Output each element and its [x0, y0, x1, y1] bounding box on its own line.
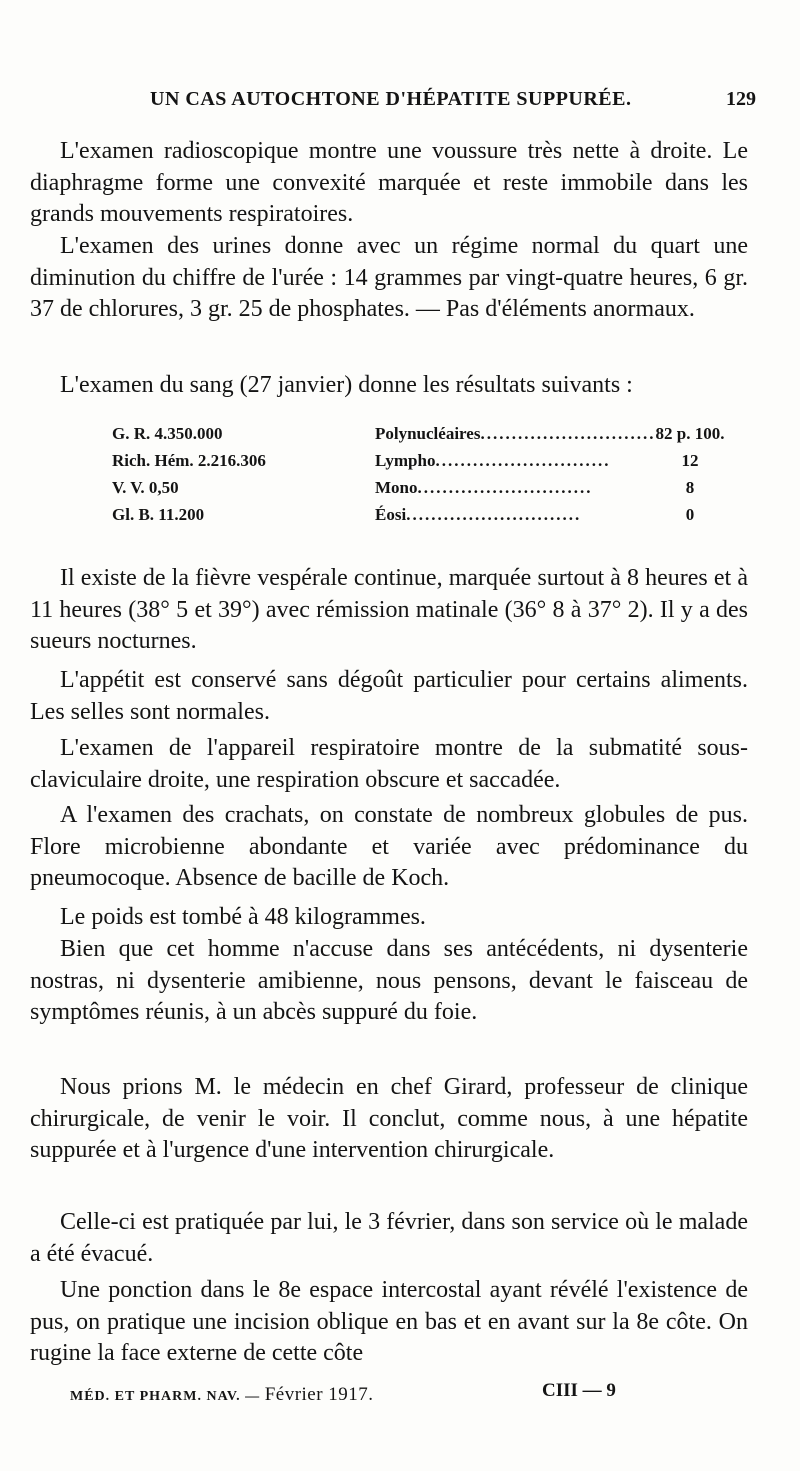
paragraph-urine: L'examen des urines donne avec un régime normal du quart une diminution du chiffre de l'urée : 14 grammes par vingt-quatre heures, 6 gr. 37 de chlorures, 3 gr. 25 de phosphates. — Pas d'éléments anormaux.	[30, 233, 748, 322]
document-page	[30, 0, 760, 1471]
page-number: 129	[726, 88, 756, 110]
signature-mark: CIII — 9	[542, 1380, 616, 1401]
running-title: UN CAS AUTOCHTONE D'HÉPATITE SUPPURÉE.	[150, 88, 632, 110]
paragraph-blood-intro: L'examen du sang (27 janvier) donne les résultats suivants :	[60, 372, 633, 398]
page-footer	[30, 1380, 760, 1410]
paragraph-surgeon-consult: Nous prions M. le médecin en chef Girard, professeur de clinique chirurgicale, de venir le voir. Il conclut, comme nous, à une hépatite suppurée et à l'urgence d'une intervention chirurgicale.	[30, 1074, 748, 1163]
table-cell-value: 8	[685, 478, 695, 497]
paragraph-radioscopy: L'examen radioscopique montre une voussure très nette à droite. Le diaphragme forme une convexité marquée et reste immobile dans les grands mouvements respiratoires.	[30, 138, 748, 227]
paragraph-operation: Celle-ci est pratiquée par lui, le 3 février, dans son service où le malade a été évacué.	[30, 1209, 748, 1267]
paragraph-respiratory: L'examen de l'appareil respiratoire montre de la submatité sous-claviculaire droite, une respiration obscure et saccadée.	[30, 735, 748, 793]
table-row	[30, 505, 760, 532]
issue-date: Février 1917.	[264, 1384, 374, 1405]
table-cell-left: Rich. Hém. 2.216.306	[112, 451, 266, 470]
table-row	[30, 424, 760, 451]
journal-name: MÉD. ET PHARM. NAV. — Février 1917.	[70, 1384, 374, 1405]
table-cell-value: 0	[685, 505, 695, 524]
table-cell-label: Lympho............................	[375, 451, 611, 470]
table-cell-label: Polynucléaires............................	[375, 424, 656, 443]
paragraph-diagnosis: Bien que cet homme n'accuse dans ses antécédents, ni dysenterie nostras, ni dysenterie amibienne, nous pensons, devant le faisceau de symptômes réunis, à un abcès suppuré du foie.	[30, 936, 748, 1025]
paragraph-sputum: A l'examen des crachats, on constate de nombreux globules de pus. Flore microbienne abondante et variée avec prédominance du pneumocoque. Absence de bacille de Koch.	[30, 802, 748, 891]
table-row	[30, 451, 760, 478]
paragraph-appetite: L'appétit est conservé sans dégoût particulier pour certains aliments. Les selles sont normales.	[30, 667, 748, 725]
paragraph-weight: Le poids est tombé à 48 kilogrammes.	[60, 904, 426, 930]
paragraph-fever: Il existe de la fièvre vespérale continue, marquée surtout à 8 heures et à 11 heures (38° 5 et 39°) avec rémission matinale (36° 8 à 37° 2). Il y a des sueurs nocturnes.	[30, 565, 748, 654]
blood-results-table	[30, 424, 760, 534]
table-cell-label: Éosi............................	[375, 505, 582, 524]
running-header	[30, 88, 760, 118]
table-cell-left: Gl. B. 11.200	[112, 505, 205, 524]
table-cell-left: G. R. 4.350.000	[112, 424, 223, 443]
table-cell-left: V. V. 0,50	[112, 478, 179, 497]
table-cell-label: Mono............................	[375, 478, 593, 497]
table-row	[30, 478, 760, 505]
paragraph-puncture: Une ponction dans le 8e espace intercostal ayant révélé l'existence de pus, on pratique une incision oblique en bas et en avant sur la 8e côte. On rugine la face externe de cette côte	[30, 1277, 748, 1366]
table-cell-value: 82 p. 100.	[655, 424, 725, 443]
table-cell-value: 12	[681, 451, 699, 470]
